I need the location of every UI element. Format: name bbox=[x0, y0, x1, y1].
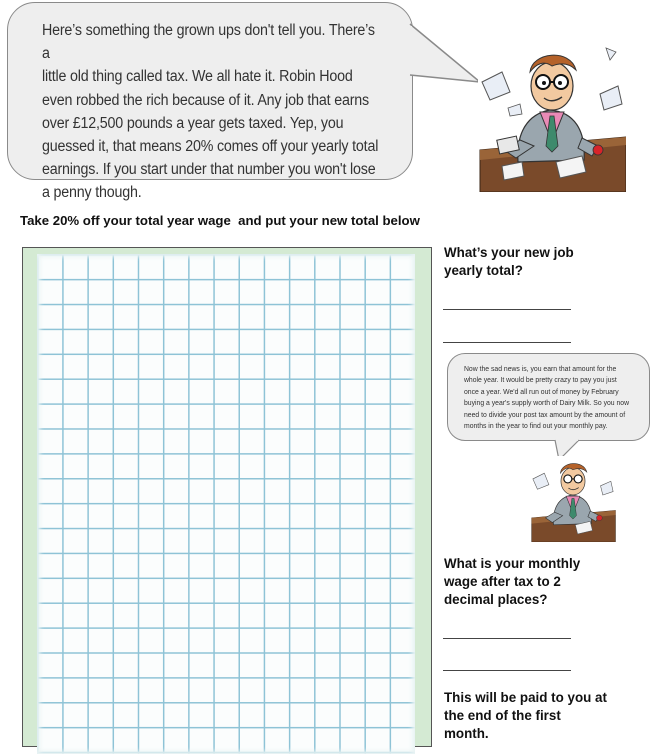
question-monthly-wage: What is your monthly wage after tax to 2 decimal places? bbox=[444, 556, 581, 607]
graph-paper-grid[interactable] bbox=[22, 247, 432, 747]
question-yearly-total: What’s your new job yearly total? bbox=[444, 245, 574, 278]
graph-paper-squares bbox=[37, 254, 415, 754]
accountant-character-large bbox=[478, 42, 626, 192]
intro-line-5: guessed it, that means 20% comes off your yearly total bbox=[42, 138, 379, 156]
intro-line-2: little old thing called tax. We all hate it. Robin Hood bbox=[42, 68, 353, 86]
question-paid-end-of-month: This will be paid to you at the end of the first month. bbox=[444, 690, 607, 741]
small-line-2: whole year. It would be pretty crazy to pay you just bbox=[464, 375, 617, 385]
intro-line-6: earnings. If you start under that number you won't lose bbox=[42, 161, 376, 179]
answer-line-2[interactable] bbox=[443, 342, 571, 343]
small-line-1: Now the sad news is, you earn that amount for the bbox=[464, 364, 617, 373]
accountant-character-small bbox=[526, 456, 620, 542]
monthly-speech-bubble bbox=[447, 353, 650, 441]
small-line-4: buying a year's supply worth of Dairy Milk. So you now bbox=[464, 398, 630, 408]
answer-line-3[interactable] bbox=[443, 638, 571, 639]
intro-line-7: a penny though. bbox=[42, 184, 142, 202]
instruction-text: Take 20% off your total year wage and put your new total below bbox=[20, 213, 420, 228]
intro-line-4: over £12,500 pounds a year gets taxed. Yep, you bbox=[42, 114, 344, 132]
intro-line-3: even robbed the rich because of it. Any job that earns bbox=[42, 91, 369, 109]
small-line-5: need to divide your post tax amount by the amount of bbox=[464, 409, 626, 419]
answer-line-1[interactable] bbox=[443, 309, 571, 310]
answer-line-4[interactable] bbox=[443, 670, 571, 671]
intro-speech-bubble bbox=[7, 2, 413, 202]
intro-bubble-tail bbox=[408, 20, 483, 90]
small-line-6: months in the year to find out your monthly pay. bbox=[464, 421, 608, 431]
intro-line-1: Here’s something the grown ups don't tell you. There’s a bbox=[42, 22, 375, 63]
small-line-3: once a year. We'd all run out of money by February bbox=[464, 386, 619, 396]
